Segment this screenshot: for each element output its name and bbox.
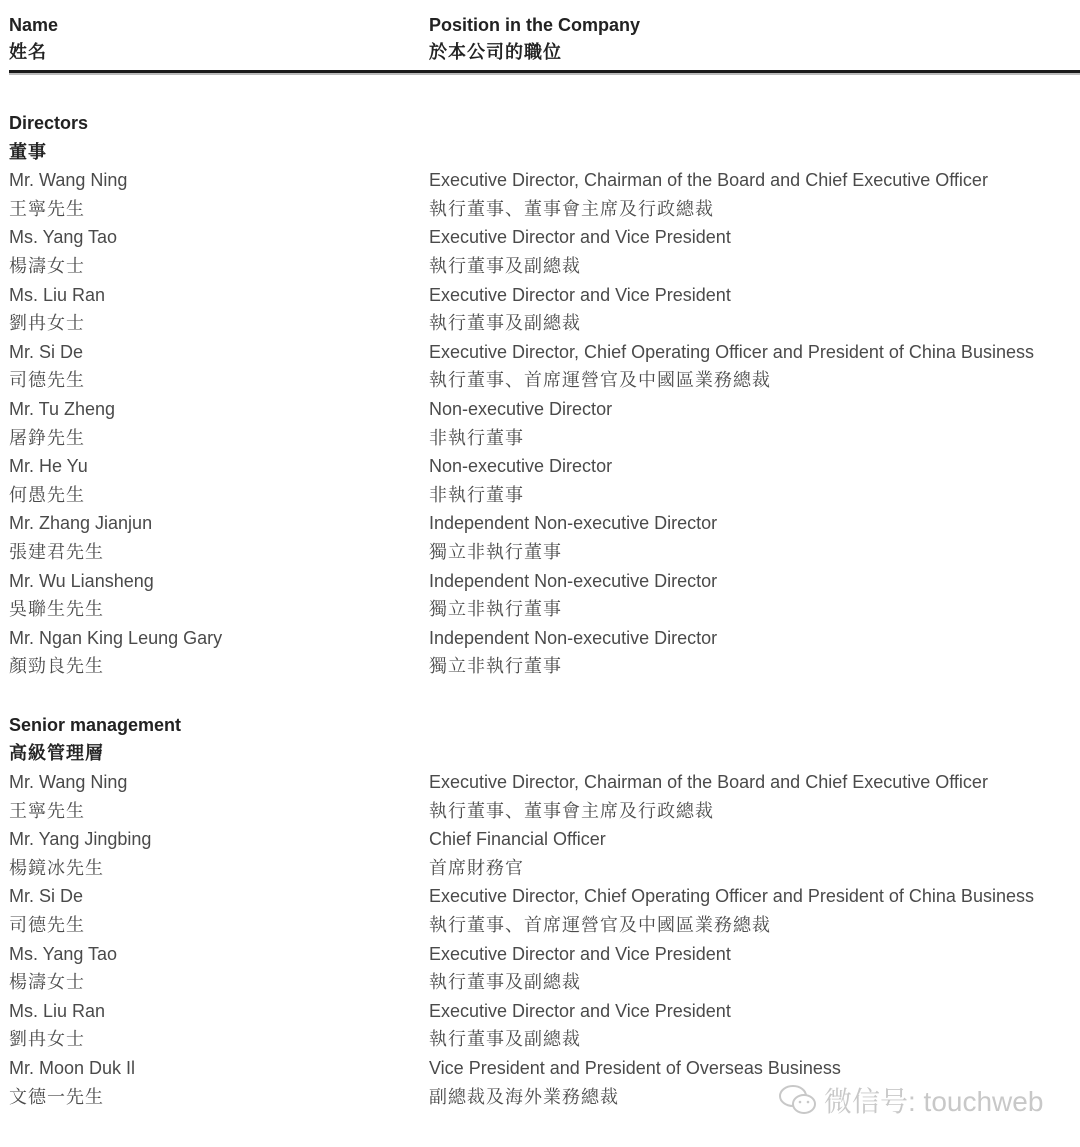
position-column-header-zh: 於本公司的職位 (429, 42, 562, 62)
person-position-zh: 執行董事及副總裁 (429, 1029, 581, 1050)
person-position-zh: 執行董事及副總裁 (429, 972, 581, 993)
person-position: Independent Non-executive Director (429, 627, 718, 648)
table-row (9, 509, 1080, 566)
person-name: Mr. Wu Liansheng (9, 570, 154, 591)
watermark-text: 微信号: touchweb (824, 1086, 1044, 1117)
section-senior-management (9, 711, 1080, 1111)
person-position-zh: 首席財務官 (429, 857, 524, 878)
person-name: Mr. Wang Ning (9, 772, 128, 793)
person-position-zh: 執行董事、董事會主席及行政總裁 (429, 198, 714, 219)
person-name: Mr. Zhang Jianjun (9, 513, 153, 534)
person-position: Chief Financial Officer (429, 829, 606, 850)
watermark (778, 1080, 1043, 1120)
person-name: Mr. He Yu (9, 456, 88, 477)
header-divider (9, 70, 1080, 75)
name-column-header-zh: 姓名 (9, 42, 47, 62)
person-name: Ms. Liu Ran (9, 1000, 106, 1021)
person-position-zh: 執行董事、首席運營官及中國區業務總裁 (429, 915, 771, 936)
table-row (9, 882, 1080, 939)
sections (9, 109, 1080, 1111)
person-name-zh: 顏勁良先生 (9, 656, 104, 677)
table-row (9, 338, 1080, 395)
wechat-icon (778, 1083, 818, 1117)
person-name: Ms. Yang Tao (9, 227, 118, 248)
person-name: Mr. Moon Duk Il (9, 1058, 136, 1078)
person-name-zh: 王寧先生 (9, 800, 85, 821)
person-name-zh: 劉冉女士 (9, 313, 85, 334)
table-row (9, 997, 1080, 1054)
person-name: Mr. Si De (9, 886, 84, 907)
section-title-zh: 董事 (9, 141, 47, 162)
person-name-zh: 文德一先生 (9, 1086, 104, 1107)
person-name: Ms. Liu Ran (9, 284, 106, 305)
person-name: Mr. Wang Ning (9, 170, 128, 191)
person-position-zh: 副總裁及海外業務總裁 (429, 1086, 619, 1107)
person-name-zh: 司德先生 (9, 370, 85, 391)
person-position-zh: 執行董事及副總裁 (429, 313, 581, 334)
person-name: Mr. Si De (9, 341, 84, 362)
person-position-zh: 獨立非執行董事 (429, 541, 562, 562)
person-name-zh: 楊濤女士 (9, 255, 85, 276)
person-name-zh: 吳聯生先生 (9, 599, 104, 620)
person-name-zh: 司德先生 (9, 915, 85, 936)
section-title: Senior management (9, 714, 182, 735)
document-page (9, 12, 1080, 1111)
person-position-zh: 獨立非執行董事 (429, 599, 562, 620)
person-position: Executive Director, Chairman of the Board and Chief Executive Officer (429, 772, 988, 793)
table-row (9, 825, 1080, 882)
person-position: Executive Director, Chief Operating Officer and President of China Business (429, 886, 1034, 907)
person-position-zh: 執行董事、首席運營官及中國區業務總裁 (429, 370, 771, 391)
section-directors (9, 109, 1080, 681)
person-name-zh: 何愚先生 (9, 484, 85, 505)
person-position: Executive Director and Vice President (429, 943, 731, 964)
section-title: Directors (9, 113, 89, 133)
person-position-zh: 執行董事、董事會主席及行政總裁 (429, 800, 714, 821)
person-position: Vice President and President of Overseas Business (429, 1058, 841, 1078)
person-position: Non-executive Director (429, 398, 613, 419)
person-position: Executive Director, Chairman of the Board and Chief Executive Officer (429, 170, 988, 191)
person-position: Executive Director and Vice President (429, 1000, 731, 1021)
table-row (9, 940, 1080, 997)
person-position-zh: 非執行董事 (429, 427, 524, 448)
person-name-zh: 劉冉女士 (9, 1029, 85, 1050)
person-position-zh: 獨立非執行董事 (429, 656, 562, 677)
person-position: Executive Director and Vice President (429, 227, 731, 248)
person-position: Independent Non-executive Director (429, 513, 718, 534)
person-name-zh: 楊鏡冰先生 (9, 857, 104, 878)
person-position: Executive Director and Vice President (429, 284, 731, 305)
table-row (9, 166, 1080, 223)
table-row (9, 281, 1080, 338)
name-column-header: Name (9, 15, 59, 35)
person-position: Independent Non-executive Director (429, 570, 718, 591)
table-row (9, 452, 1080, 509)
person-position: Non-executive Director (429, 456, 613, 477)
person-position-zh: 非執行董事 (429, 484, 524, 505)
table-row (9, 768, 1080, 825)
table-row (9, 395, 1080, 452)
person-name: Mr. Ngan King Leung Gary (9, 627, 223, 648)
person-name-zh: 張建君先生 (9, 541, 104, 562)
position-column-header: Position in the Company (429, 15, 641, 35)
person-name-zh: 楊濤女士 (9, 972, 85, 993)
person-name: Ms. Yang Tao (9, 943, 118, 964)
table-row (9, 567, 1080, 624)
table-row (9, 624, 1080, 681)
person-name-zh: 屠錚先生 (9, 427, 85, 448)
person-name: Mr. Tu Zheng (9, 398, 116, 419)
person-name: Mr. Yang Jingbing (9, 829, 152, 850)
table-header (9, 12, 1080, 66)
section-title-zh: 高級管理層 (9, 743, 104, 764)
person-position: Executive Director, Chief Operating Officer and President of China Business (429, 341, 1034, 362)
person-name-zh: 王寧先生 (9, 198, 85, 219)
table-row (9, 223, 1080, 280)
person-position-zh: 執行董事及副總裁 (429, 255, 581, 276)
